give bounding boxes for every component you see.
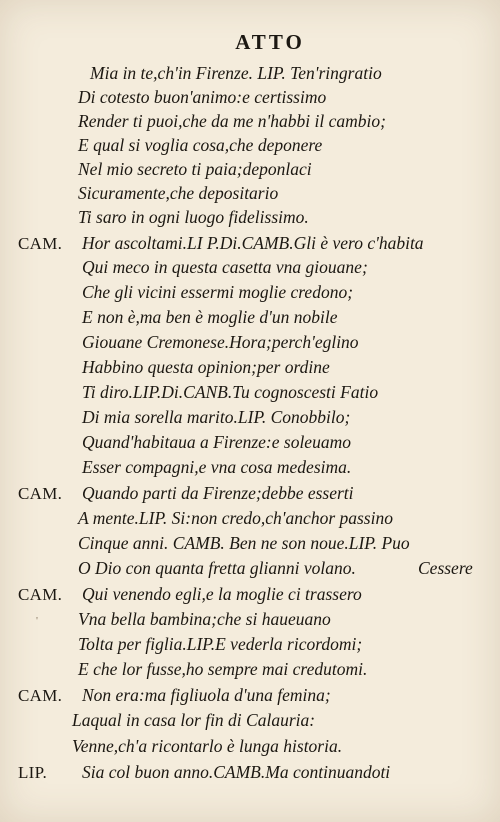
speaker-name: CAM. [18,686,63,705]
verse-line [0,281,500,304]
verse-line-text: O Dio con quanta fretta glianni volano. [78,558,356,578]
margin-mark: ' [36,615,38,627]
running-header-title: ATTO [235,30,305,54]
verse-line [0,482,500,505]
verse-line-text: Vna bella bambina;che si haueuano [78,609,331,629]
speaker-name: CAM. [18,484,63,503]
verse-line [0,406,500,429]
verse-line [0,134,500,157]
verse-line-text: Nel mio secreto ti paia;deponlaci [78,159,312,179]
verse-line-text: Ti saro in ogni luogo fidelissimo. [78,207,309,227]
verse-line-text: Sicuramente,che depositario [78,183,279,203]
verse-line [0,62,500,85]
verse-line [0,381,500,404]
verse-line [0,456,500,479]
verse-line-text: Habbino questa opinion;per ordine [82,357,330,377]
verse-line-text: E qual si voglia cosa,che deponere [78,135,323,155]
verse-line-text: Sia col buon anno.CAMB.Ma continuandoti [82,762,391,782]
verse-line-text: Ti diro.LIP.Di.CANB.Tu cognoscesti Fatio [82,382,379,402]
verse-line [0,110,500,133]
verse-line [0,583,500,606]
verse-line [0,306,500,329]
verse-line [0,557,500,580]
verse-line [0,331,500,354]
verse-line [0,735,500,758]
catchword: Cessere [418,558,473,578]
verse-line-text: Giouane Cremonese.Hora;perch'eglino [82,332,359,352]
verse-line-text: Non era:ma figliuola d'una femina; [82,685,331,705]
verse-line [0,182,500,205]
verse-line-text: Che gli vicini essermi moglie credono; [82,282,354,302]
verse-line [0,86,500,109]
verse-line [0,684,500,707]
verse-line-text: Quand'habitaua a Firenze:e soleuamo [82,432,351,452]
verse-line [0,761,500,784]
verse-line [0,356,500,379]
verse-line [0,658,500,681]
verse-line-text: Mia in te,ch'in Firenze. LIP. Ten'ringratio [90,63,382,83]
verse-line [0,532,500,555]
verse-line [0,608,500,631]
verse-line [0,256,500,279]
verse-line-text: Venne,ch'a ricontarlo è lunga historia. [72,736,343,756]
verse-line-text: Qui venendo egli,e la moglie ci trassero [82,584,362,604]
verse-line-text: Esser compagni,e vna cosa medesima. [82,457,352,477]
verse-line-text: E non è,ma ben è moglie d'un nobile [82,307,338,327]
verse-line-text: E che lor fusse,ho sempre mai credutomi. [78,659,368,679]
verse-line-text: Hor ascoltami.LI P.Di.CAMB.Gli è vero c'habita [82,233,424,253]
verse-line-text: Cinque anni. CAMB. Ben ne son noue.LIP. Puo [78,533,410,553]
verse-line-text: Laqual in casa lor fin di Calauria: [72,710,316,730]
verse-line-text: Qui meco in questa casetta vna giouane; [82,257,368,277]
verse-line-text: Quando parti da Firenze;debbe esserti [82,483,354,503]
speaker-name: CAM. [18,234,63,253]
verse-line-text: Di mia sorella marito.LIP. Conobbilo; [82,407,351,427]
verse-line-text: Tolta per figlia.LIP.E vederla ricordomi; [78,634,363,654]
verse-line-text: Render ti puoi,che da me n'habbi il cambio; [78,111,386,131]
running-header [0,30,500,55]
verse-line [0,431,500,454]
verse-line [0,206,500,229]
verse-line [0,709,500,732]
verse-line [0,158,500,181]
verse-line [0,507,500,530]
verse-line [0,232,500,255]
speaker-name: CAM. [18,585,63,604]
verse-line-text: Di cotesto buon'animo:e certissimo [78,87,327,107]
speaker-name: LIP. [18,763,48,782]
verse-line-text: A mente.LIP. Si:non credo,ch'anchor passino [78,508,393,528]
verse-line [0,633,500,656]
